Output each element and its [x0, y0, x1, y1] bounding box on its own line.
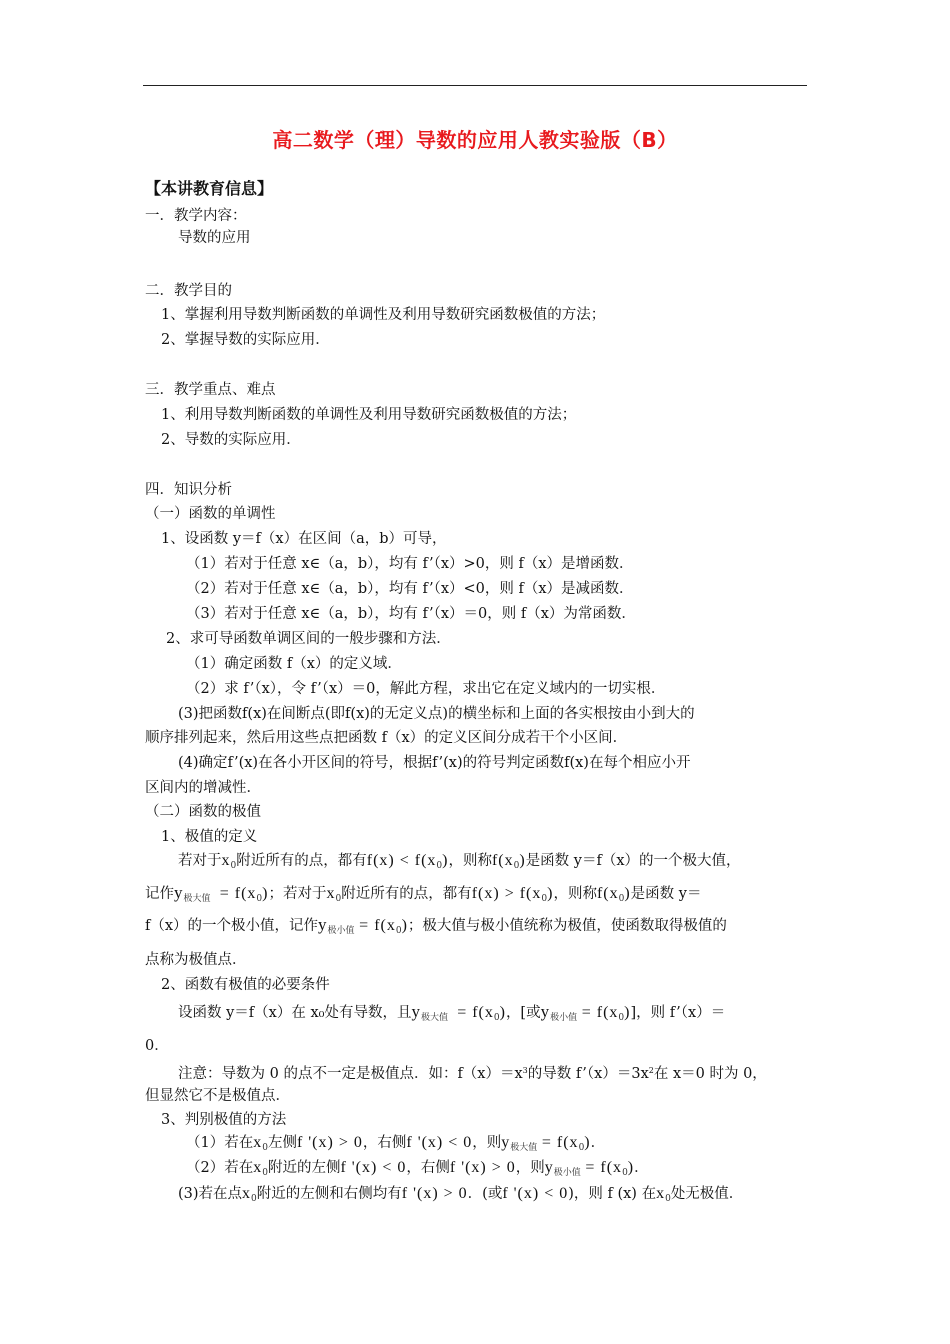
part1-case-1: （1）若对于任意 x∈（a，b），均有 f’（x）>0，则 f（x）是增函数． — [186, 556, 634, 572]
sec2-item-1: 1、掌握利用导数判断函数的单调性及利用导数研究函数极值的方法； — [161, 307, 606, 323]
definition-line-2: 记作$y_{极大值} = f(x_0)$；若对于$x_0$附近所有的点，都有$f(x) > f(x_0)$，则称$f(x_0)$是函数 y＝ — [145, 883, 702, 904]
sec3-heading: 三．教学重点、难点 — [145, 382, 276, 398]
sec2-item-2: 2、掌握导数的实际应用． — [161, 332, 330, 348]
necessary-heading: 2、函数有极值的必要条件 — [161, 977, 330, 993]
part1-case-2: （2）若对于任意 x∈（a，b），均有 f’（x）<0，则 f（x）是减函数． — [186, 581, 634, 597]
part1-step-2: （2）求 f’（x），令 f’（x）＝0，解此方程，求出它在定义域内的一切实根． — [186, 681, 666, 697]
part1-step-4b: 区间内的增减性． — [145, 780, 261, 796]
judge-line-3: (3)若在点$x_0$附近的左侧和右侧均有f '(x) > 0．(或f '(x) < 0)，则 f (x) 在$x_0$处无极值． — [178, 1185, 744, 1204]
part1-step-1: （1）确定函数 f（x）的定义域． — [186, 656, 402, 672]
part1-heading: （一）函数的单调性 — [145, 506, 276, 522]
part1-step-4a: (4)确定f’(x)在各小开区间的符号，根据f’(x)的符号判定函数f(x)在每个相应小开 — [178, 755, 691, 771]
judge-line-2: （2）若在$x_0$附近的左侧f '(x) < 0，右侧f '(x) > 0，则$y_{极小值} = f(x_0)$． — [186, 1159, 649, 1178]
necessary-line-1: 设函数 y＝f（x）在 x₀处有导数，且$y_{极大值} = f(x_0)$，[或$y_{极小值} = f(x_0)$]，则 f’（x）＝ — [178, 1002, 726, 1023]
definition-line-3: f（x）的一个极小值，记作$y_{极小值} = f(x_0)$；极大值与极小值统称为极值，使函数取得极值的 — [145, 915, 727, 936]
note-line-2: 但显然它不是极值点． — [145, 1088, 290, 1104]
part2-heading: （二）函数的极值 — [145, 804, 261, 820]
part1-step-3b: 顺序排列起来，然后用这些点把函数 f（x）的定义区间分成若干个小区间． — [145, 730, 628, 746]
part1-step-3a: (3)把函数f(x)在间断点(即f(x)的无定义点)的横坐标和上面的各实根按由小到大的 — [178, 706, 695, 722]
sec4-heading: 四．知识分析 — [145, 482, 232, 498]
definition-heading: 1、极值的定义 — [161, 829, 258, 845]
note-line-1: 注意：导数为 0 的点不一定是极值点．如：$f(x)=x^3$的导数 $f’(x)=3x^2$在 x＝0 时为 0， — [178, 1066, 767, 1082]
definition-line-1: 若对于$x_0$附近所有的点，都有$f(x) < f(x_0)$，则称$f(x_0)$是函数 y＝f（x）的一个极大值， — [178, 852, 741, 871]
part1-p1: 1、设函数 y＝f（x）在区间（a，b）可导， — [161, 531, 447, 547]
document-title: 高二数学（理）导数的应用人教实验版（B） — [272, 128, 678, 152]
top-rule — [143, 85, 807, 86]
necessary-line-2: 0． — [145, 1038, 169, 1054]
sec2-heading: 二．教学目的 — [145, 283, 232, 299]
sec1-line: 导数的应用 — [178, 230, 251, 246]
sec3-item-2: 2、导数的实际应用． — [161, 432, 301, 448]
part1-p2: 2、求可导函数单调区间的一般步骤和方法． — [166, 631, 451, 647]
judge-line-1: （1）若在$x_0$左侧f '(x) > 0，右侧f '(x) < 0，则$y_{极大值} = f(x_0)$． — [186, 1134, 606, 1153]
info-header: 【本讲教育信息】 — [145, 179, 274, 198]
sec3-item-1: 1、利用导数判断函数的单调性及利用导数研究函数极值的方法； — [161, 407, 577, 423]
part1-case-3: （3）若对于任意 x∈（a，b），均有 f’（x）＝0，则 f（x）为常函数． — [186, 606, 636, 622]
definition-line-4: 点称为极值点． — [145, 952, 247, 968]
judge-heading: 3、判别极值的方法 — [161, 1112, 287, 1128]
sec1-heading: 一．教学内容： — [145, 208, 247, 224]
